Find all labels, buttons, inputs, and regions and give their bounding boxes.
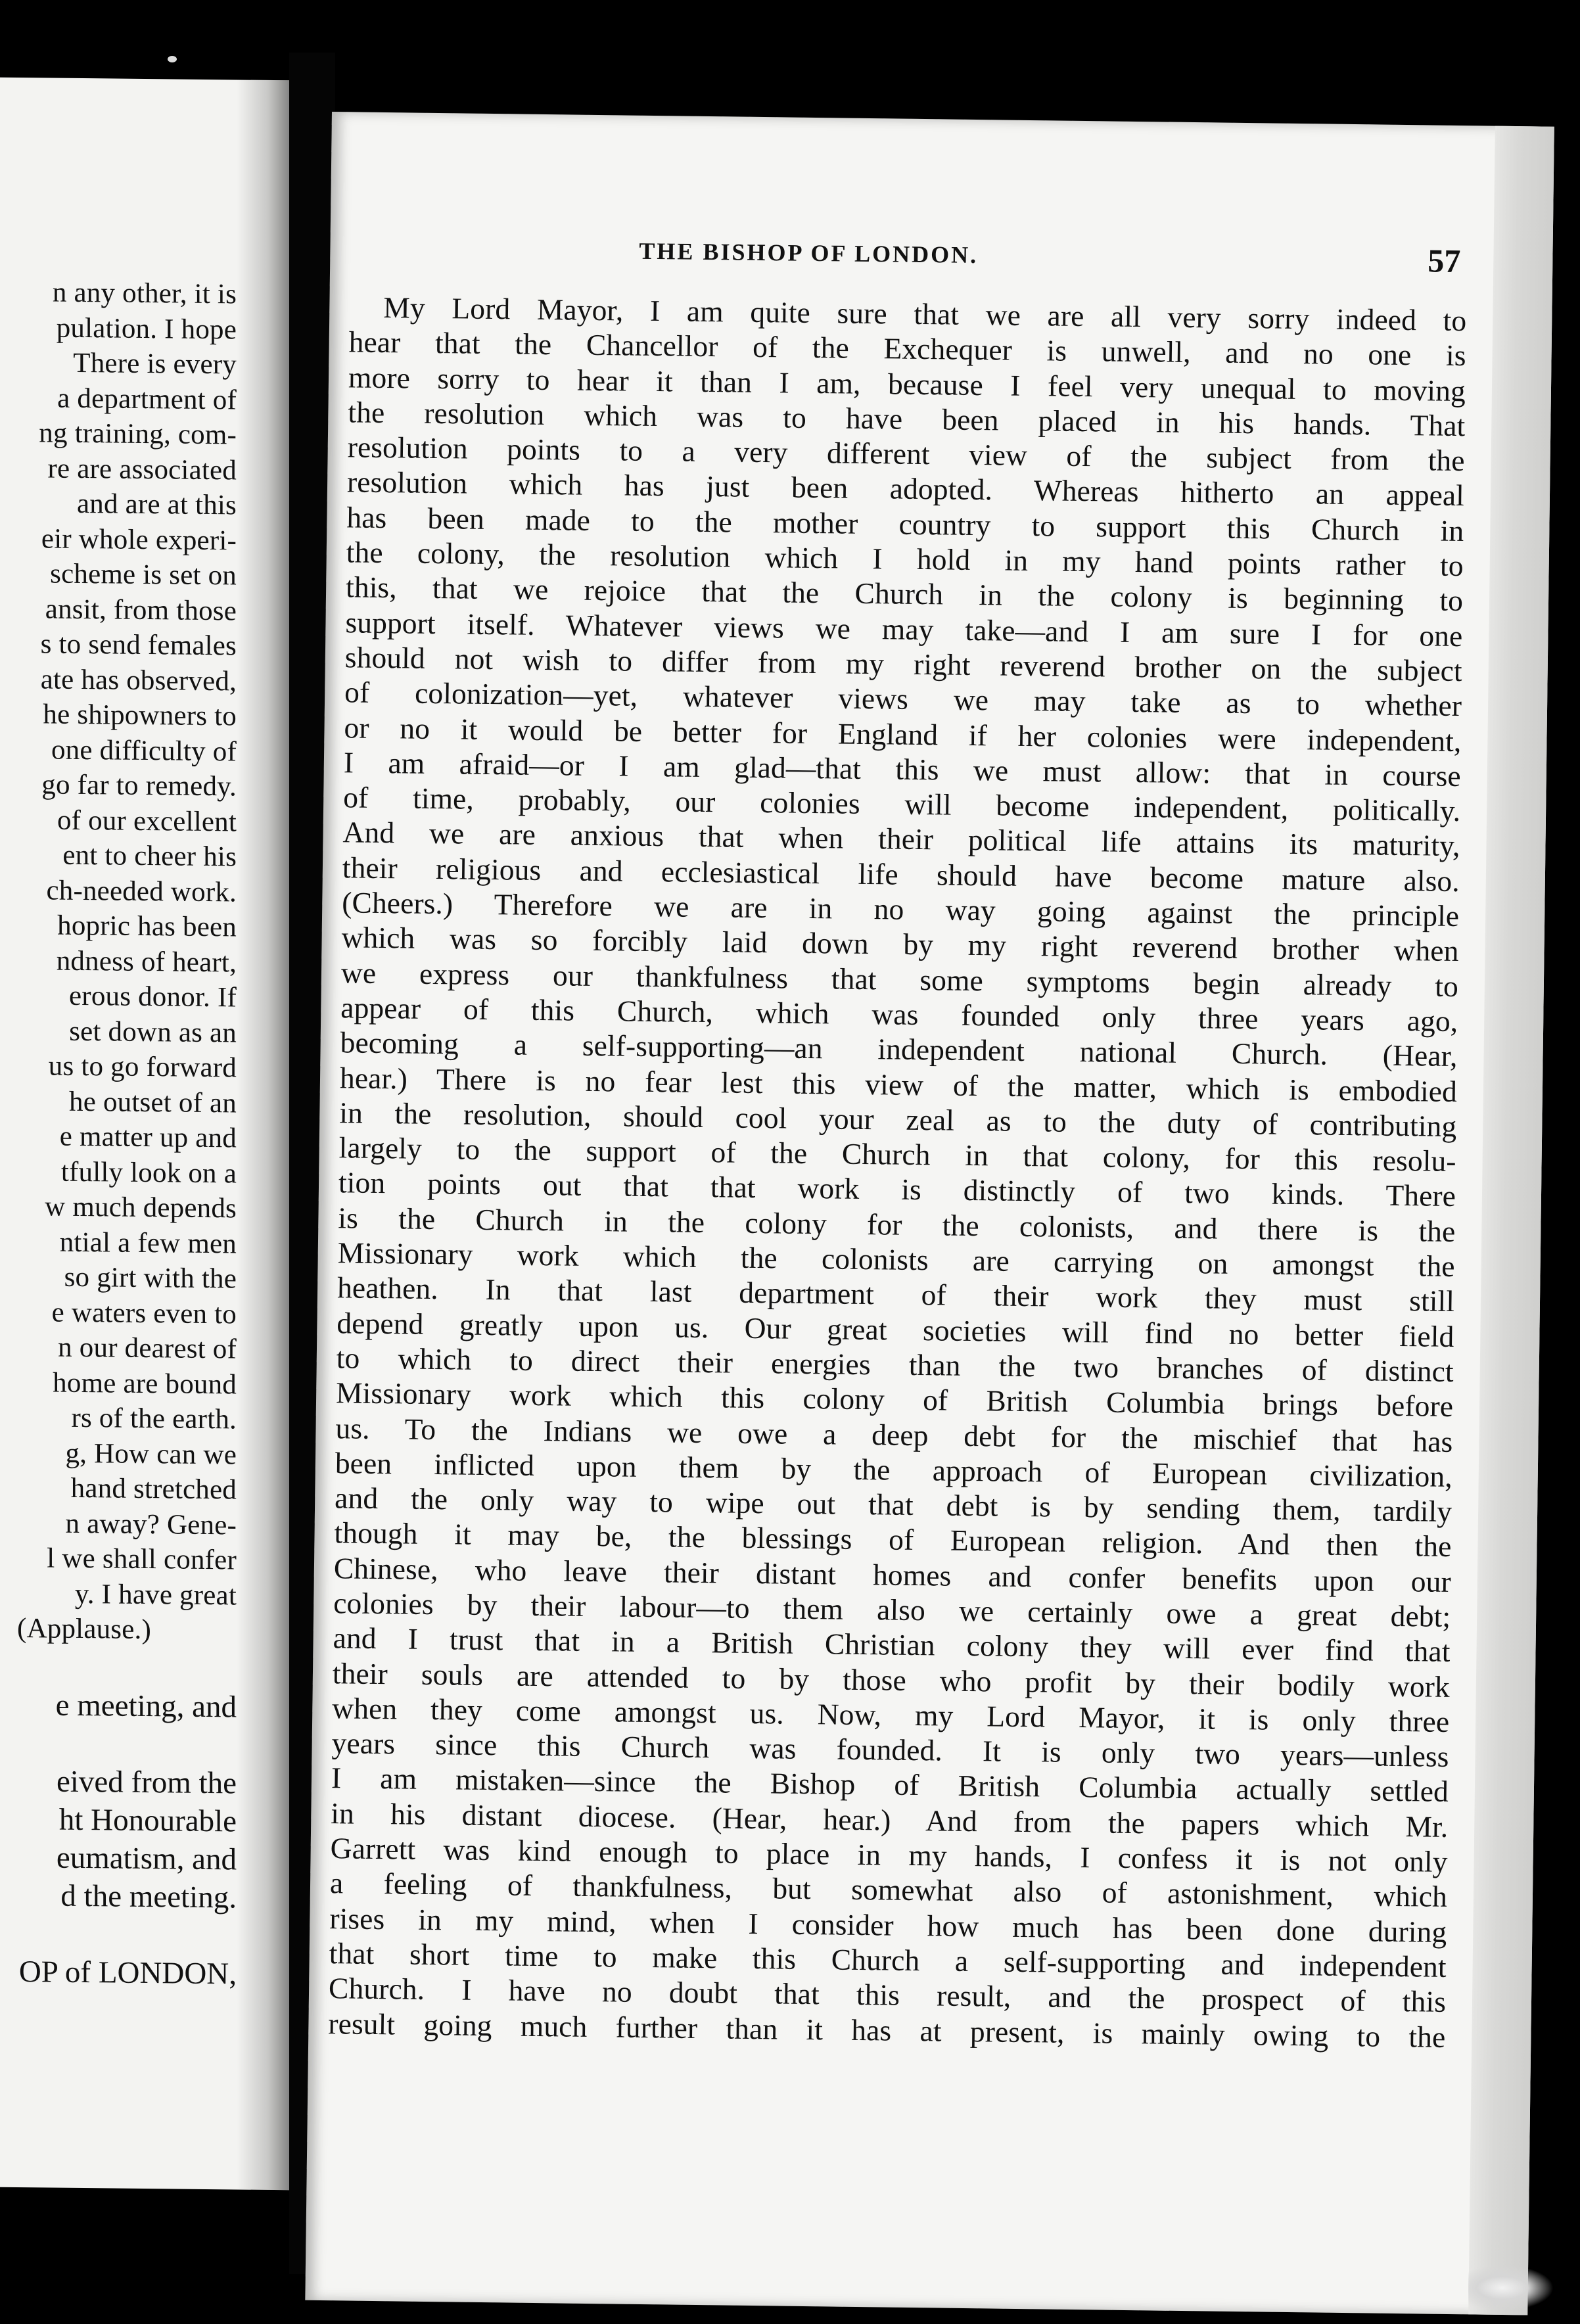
left-page-line: rs of the earth. (71, 1402, 237, 1435)
left-page-line (0, 1909, 237, 1954)
text-line: hear that the Chancellor of the Exchequer is unwell, and no one is (348, 325, 1466, 373)
left-page-line: OP of LONDON, (18, 1954, 237, 1991)
left-page-line: ch-needed work. (46, 874, 237, 908)
left-page-line: hand stretched (70, 1472, 237, 1506)
left-page-line: There is every (73, 347, 237, 381)
left-page-line: pulation. I hope (56, 312, 237, 345)
text-line: resolution points to a very different view of the subject from the (347, 430, 1465, 478)
left-page-line: eived from the (56, 1764, 237, 1800)
left-page-line: and are at this (77, 488, 237, 521)
text-line: in the resolution, should cool your zeal as to the duty of contributing (339, 1096, 1457, 1143)
text-line: we express our thankfulness that some symptoms begin already to (340, 955, 1459, 1003)
left-page-line: s to send females (40, 628, 237, 662)
text-line: And we are anxious that when their political life attains its maturity, (342, 815, 1460, 863)
text-line: tion points out that that work is distinctly of two kinds. There (338, 1165, 1456, 1213)
text-line: is the Church in the colony for the colonists, and there is the (338, 1200, 1456, 1248)
left-page-line: n away? Gene- (65, 1508, 237, 1541)
text-line: this, that we rejoice that the Church in the colony is beginning to (345, 570, 1464, 618)
left-page-line: of our excellent (57, 804, 237, 837)
left-page-line: ntial a few men (59, 1226, 237, 1259)
text-line: the colony, the resolution which I hold in my hand points rather to (346, 535, 1464, 583)
text-line: that short time to make this Church a self-supporting and independent (329, 1936, 1447, 1984)
left-page-line: g, How can we (65, 1437, 237, 1470)
text-line: becoming a self-supporting—an independent national Church. (Hear, (340, 1025, 1458, 1073)
text-line: I am afraid—or I am glad—that this we must allow: that in course (343, 745, 1462, 793)
text-line: Chinese, who leave their distant homes and confer benefits upon our (333, 1550, 1452, 1598)
text-line: support itself. Whatever views we may take—and I am sure I for one (345, 605, 1463, 653)
left-page-line: home are bound (53, 1367, 237, 1400)
page-number: 57 (1428, 242, 1461, 279)
left-page-line: eumatism, and (56, 1840, 237, 1876)
text-line: us. To the Indians we owe a deep debt for the mischief that has (335, 1410, 1453, 1458)
text-line: when they come amongst us. Now, my Lord Mayor, it is only three (332, 1691, 1450, 1738)
left-page-line: he outset of an (69, 1086, 237, 1119)
text-line: or no it would be better for England if her colonies were independent, (344, 710, 1462, 758)
left-page-line: scheme is set on (50, 558, 237, 592)
page-edge (1468, 126, 1554, 2315)
body-text (328, 289, 1466, 2054)
left-page-line: set down as an (69, 1015, 237, 1048)
left-page-line: n any other, it is (52, 277, 237, 310)
text-line: result going much further than it has at present, is mainly owing to the (328, 2006, 1446, 2054)
text-line: their religious and ecclesiastical life should have become mature also. (342, 850, 1460, 898)
left-page-line: re are associated (47, 452, 237, 486)
left-page-line: (Applause.) (17, 1612, 151, 1646)
text-line: and I trust that in a British Christian colony they will ever find that (333, 1621, 1451, 1669)
text-line: I am mistaken—since the Bishop of British Columbia actually settled (331, 1761, 1449, 1809)
left-page-line: l we shall confer (47, 1543, 237, 1576)
left-page-line: y. I have great (74, 1578, 237, 1611)
scan-speck (168, 56, 177, 62)
text-line: and the only way to wipe out that debt is by sending them, tardily (334, 1481, 1452, 1529)
gutter-shadow (237, 80, 289, 2190)
text-line: years since this Church was founded. It is only two years—unless (331, 1726, 1449, 1774)
text-line: resolution which has just been adopted. Whereas hitherto an appeal (346, 465, 1465, 513)
text-line: My Lord Mayor, I am quite sure that we are all very sorry indeed to (383, 290, 1467, 338)
left-page-line (0, 1719, 237, 1763)
left-page-line: he shipowners to (43, 699, 237, 732)
text-line: should not wish to differ from my right reverend brother on the subject (344, 640, 1463, 688)
left-page-line: a department of (57, 383, 237, 415)
left-page-line: ate has observed, (40, 663, 237, 697)
text-line: Garrett was kind enough to place in my hands, I confess it is not only (330, 1831, 1448, 1878)
text-line: heathen. In that last department of their work they must still (337, 1270, 1455, 1318)
right-page (305, 112, 1554, 2315)
text-line: has been made to the mother country to support this Church in (346, 500, 1464, 547)
left-page-line: d the meeting. (60, 1878, 237, 1915)
left-page-line: go far to remedy. (41, 769, 237, 802)
text-line: Missionary work which this colony of British Columbia brings before (335, 1376, 1454, 1424)
left-page-line: tfully look on a (60, 1156, 237, 1189)
text-line: more sorry to hear it than I am, because I feel very unequal to moving (348, 360, 1466, 407)
text-line: Church. I have no doubt that this result, and the prospect of this (328, 1971, 1447, 2019)
left-page-line: ent to cheer his (62, 839, 237, 873)
left-page-line: w much depends (45, 1191, 237, 1224)
text-line: Missionary work which the colonists are carrying on amongst the (337, 1236, 1455, 1284)
text-line: colonies by their labour—to them also we certainly owe a great debt; (333, 1586, 1451, 1633)
left-page-line: n our dearest of (58, 1332, 237, 1365)
text-line: in his distant diocese. (Hear, hear.) And from the papers which Mr. (331, 1796, 1449, 1844)
text-line: been inflicted upon them by the approach of European civilization, (335, 1446, 1453, 1493)
text-line: largely to the support of the Church in that colony, for this resolu- (338, 1130, 1456, 1178)
left-page-column (0, 270, 237, 1993)
text-line: the resolution which was to have been placed in his hands. That (348, 395, 1466, 442)
left-page-line: hopric has been (57, 910, 237, 943)
left-page-line: e matter up and (59, 1121, 237, 1154)
left-page-line: ng training, com- (39, 417, 237, 451)
text-line: (Cheers.) Therefore we are in no way going against the principle (341, 885, 1460, 933)
left-page-line: erous donor. If (69, 980, 237, 1013)
page-header (330, 233, 1461, 287)
text-line: of colonization—yet, whatever views we may take as to whether (344, 675, 1462, 723)
left-page-line: eir whole experi- (41, 523, 237, 556)
text-line: a feeling of thankfulness, but somewhat also of astonishment, which (329, 1866, 1448, 1914)
text-line: their souls are attended to by those who profit by their bodily work (332, 1656, 1451, 1704)
left-page-line: ansit, from those (45, 593, 237, 626)
text-line: hear.) There is no fear lest this view of the matter, which is embodied (339, 1060, 1458, 1108)
running-head: THE BISHOP OF LONDON. (639, 237, 979, 269)
left-page-line: ndness of heart, (56, 945, 237, 978)
left-facing-page (0, 78, 289, 2191)
left-page-line: us to go forward (48, 1050, 237, 1084)
text-line: which was so forcibly laid down by my right reverend brother when (341, 920, 1459, 968)
text-line: rises in my mind, when I consider how much has been done during (329, 1901, 1447, 1949)
left-page-line: so girt with the (64, 1261, 237, 1295)
left-page-line: ht Honourable (58, 1802, 237, 1838)
left-page-line: e meeting, and (55, 1688, 237, 1724)
text-line: of time, probably, our colonies will become independent, politically. (342, 780, 1461, 828)
left-page-line: e waters even to (51, 1297, 237, 1330)
text-line: appear of this Church, which was founded only three years ago, (340, 990, 1458, 1038)
left-page-gap (0, 1641, 237, 1687)
scan-artifact (1468, 2265, 1554, 2311)
text-line: depend greatly upon us. Our great societies will find no better field (337, 1305, 1454, 1353)
text-line: though it may be, the blessings of European religion. And then the (334, 1516, 1452, 1564)
text-line: to which to direct their energies than the two branches of distinct (336, 1341, 1454, 1388)
left-page-line: one difficulty of (51, 734, 237, 767)
